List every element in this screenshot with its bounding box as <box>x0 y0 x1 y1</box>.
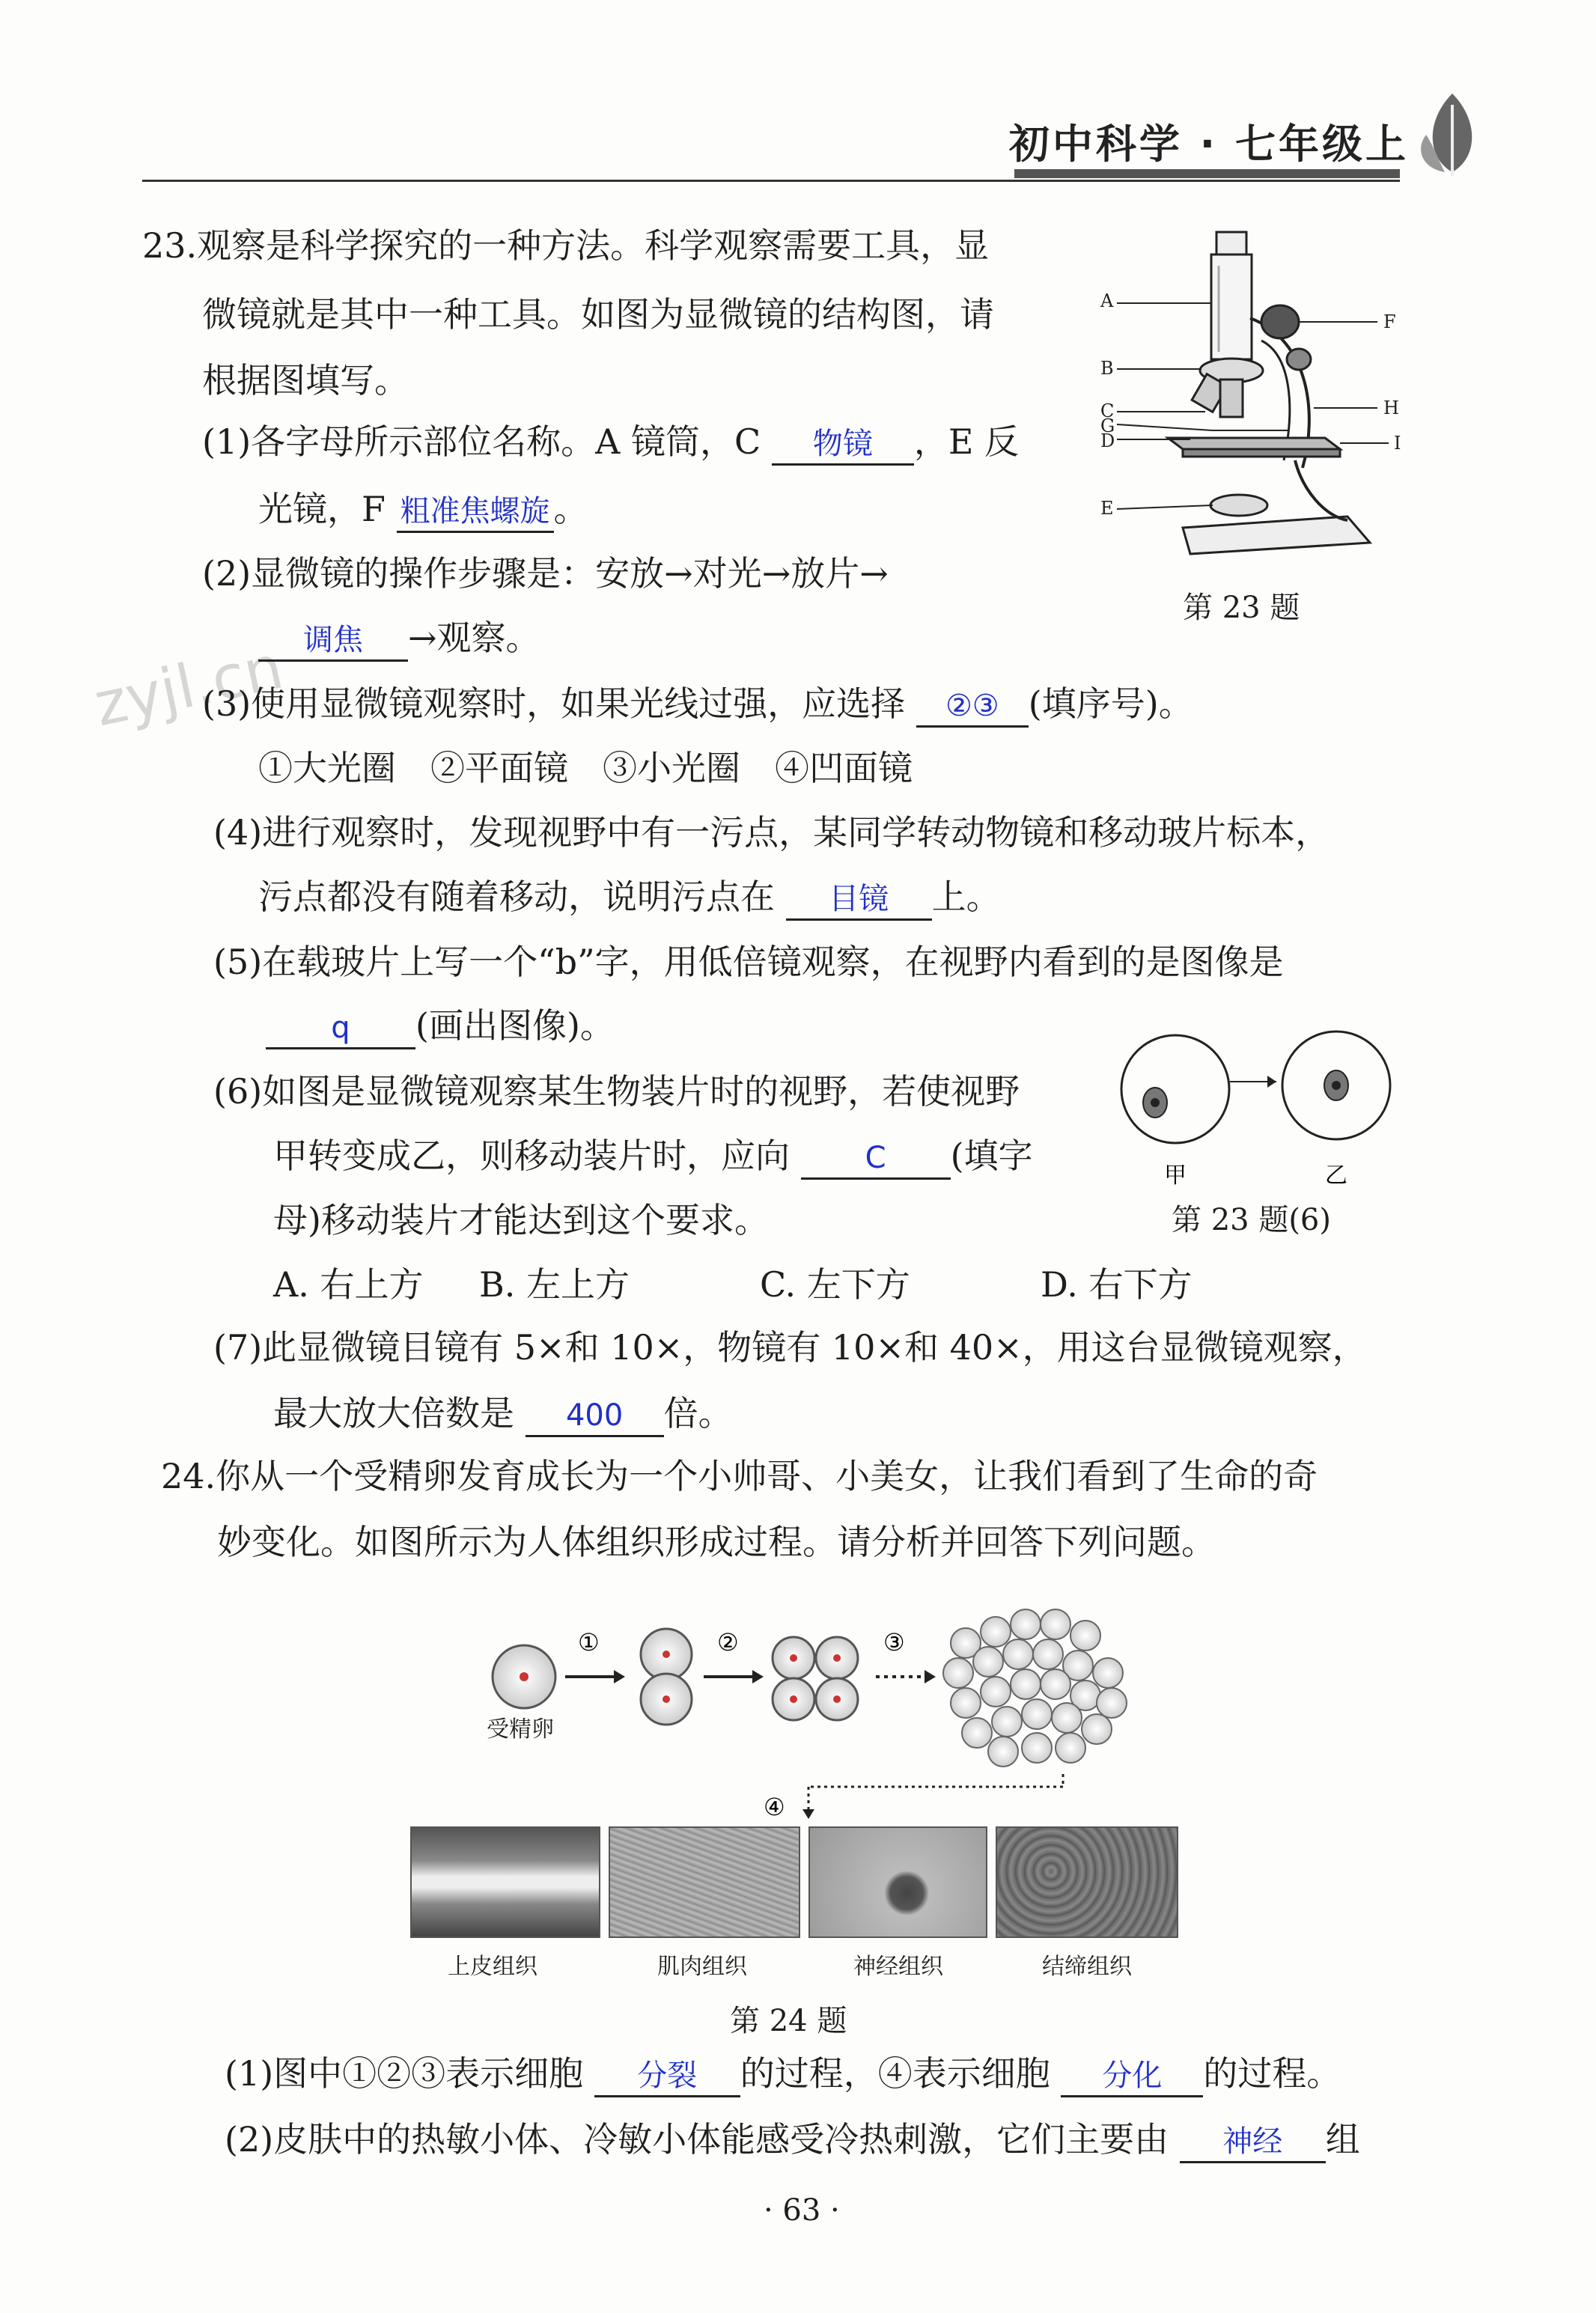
q24-p2-line <box>225 2117 1360 2163</box>
watermark: zyjl.cn <box>88 632 289 740</box>
q23-p7-end: 倍。 <box>663 1393 733 1433</box>
q23-p6-line3: 母)移动装片才能达到这个要求。 <box>273 1200 769 1240</box>
q23-p2-line2 <box>258 615 540 662</box>
label-e: E <box>1100 498 1114 519</box>
tissue-label-nervous: 神经组织 <box>853 1954 943 1980</box>
tissue-label-epithelial: 上皮组织 <box>448 1954 537 1980</box>
muscle-tissue-image <box>609 1826 800 1938</box>
q23-stem-1: 23.观察是科学探究的一种方法。科学观察需要工具，显 <box>142 225 990 266</box>
q23-p6-option-d: D. 右下方 <box>1041 1264 1193 1305</box>
q23-stem-2: 微镜就是其中一种工具。如图为显微镜的结构图，请 <box>202 294 994 335</box>
tissue-label-muscle: 肌肉组织 <box>657 1954 747 1980</box>
q23-p1-line2-prefix: 光镜，F <box>258 489 386 529</box>
q23-stem-3: 根据图填写。 <box>202 360 409 400</box>
q23-p6-option-b: B. 左上方 <box>479 1264 630 1305</box>
label-h: H <box>1383 397 1399 418</box>
label-yi: 乙 <box>1325 1162 1347 1186</box>
q23-p6-line1: (6)如图是显微镜观察某生物装片时的视野，若使视野 <box>213 1071 1020 1112</box>
q23-p1-end: 。 <box>553 489 588 529</box>
connective-tissue-image <box>996 1826 1178 1938</box>
q23-p6-option-c: C. 左下方 <box>760 1264 910 1305</box>
cell-division-diagram <box>479 1591 1153 1823</box>
q24-p1-line <box>225 2051 1341 2097</box>
q23-p6-line2 <box>273 1133 1033 1180</box>
q23-p4-line2 <box>258 874 1001 921</box>
label-jia: 甲 <box>1164 1162 1187 1186</box>
q24-p1-text: (1)图中①②③表示细胞 <box>225 2053 584 2094</box>
answer-p3-blank: ②③ <box>916 686 1029 728</box>
leaf-logo-icon <box>1411 90 1493 180</box>
header-title: 初中科学 · 七年级上 <box>1008 121 1409 168</box>
q23-p7-prefix: 最大放大倍数是 <box>273 1393 514 1433</box>
q23-p1-line2 <box>258 487 588 533</box>
tissue-label-connective: 结缔组织 <box>1042 1954 1132 1980</box>
q23-p5-line2 <box>266 1003 615 1049</box>
answer-f-blank: 粗准焦螺旋 <box>397 492 554 533</box>
label-d: D <box>1100 430 1115 451</box>
answer-p2-blank: 调焦 <box>258 621 408 662</box>
nervous-tissue-image <box>808 1826 987 1938</box>
q23-p1-prefix: (1)各字母所示部位名称。A 镜筒，C <box>202 421 761 462</box>
answer-p5-blank: q <box>266 1008 415 1049</box>
step-1-label: ① <box>578 1628 600 1657</box>
q24-p1-mid: 的过程，④表示细胞 <box>740 2053 1050 2094</box>
q24-p2-text: (2)皮肤中的热敏小体、冷敏小体能感受冷热刺激，它们主要由 <box>225 2119 1169 2160</box>
field-of-view-diagram <box>1119 1014 1404 1186</box>
label-b: B <box>1100 358 1114 379</box>
q23-p2-end: →观察。 <box>408 618 540 658</box>
q23-p1-mid: ，E 反 <box>913 421 1020 462</box>
page-number: · 63 · <box>764 2193 840 2228</box>
answer-q24-1b-blank: 分化 <box>1061 2056 1203 2097</box>
label-f: F <box>1383 311 1396 332</box>
answer-q24-1a-blank: 分裂 <box>594 2056 740 2097</box>
q23-p4-line1: (4)进行观察时，发现视野中有一污点，某同学转动物镜和移动玻片标本， <box>213 812 1330 853</box>
q24-stem-2: 妙变化。如图所示为人体组织形成过程。请分析并回答下列问题。 <box>217 1522 1216 1562</box>
q23-p3-options: ①大光圈 ②平面镜 ③小光圈 ④凹面镜 <box>258 748 913 788</box>
q24-stem-1: 24.你从一个受精卵发育成长为一个小帅哥、小美女，让我们看到了生命的奇 <box>161 1456 1318 1496</box>
step-4-label: ④ <box>764 1793 785 1821</box>
q23-p3-end: (填序号)。 <box>1028 683 1193 724</box>
label-c: C <box>1100 400 1115 421</box>
answer-p4-blank: 目镜 <box>786 880 932 921</box>
answer-p7-blank: 400 <box>526 1396 664 1437</box>
step-3-label: ③ <box>883 1628 905 1657</box>
fig24-caption: 第 24 题 <box>730 2004 847 2038</box>
q23-p6-option-a: A. 右上方 <box>273 1264 424 1305</box>
fig23-caption: 第 23 题 <box>1183 591 1300 625</box>
header-bar <box>1014 169 1400 178</box>
q24-p2-end: 组 <box>1325 2119 1360 2160</box>
egg-label: 受精卵 <box>487 1716 554 1743</box>
label-a: A <box>1100 290 1114 311</box>
label-g: G <box>1100 415 1115 436</box>
q23-p4-prefix: 污点都没有随着移动，说明污点在 <box>258 877 775 917</box>
label-i: I <box>1394 433 1401 454</box>
fig23-6-caption: 第 23 题(6) <box>1172 1203 1331 1237</box>
answer-p6-blank: C <box>801 1139 951 1180</box>
q23-p1-line1 <box>202 419 1019 466</box>
q23-p4-end: 上。 <box>931 877 1001 917</box>
answer-c-blank: 物镜 <box>772 424 914 466</box>
header-rule <box>142 180 1400 182</box>
q23-p3-line <box>202 681 1193 728</box>
microscope-diagram <box>1100 221 1415 565</box>
q23-p7-line2 <box>273 1391 733 1437</box>
q23-p6-prefix: 甲转变成乙，则移动装片时，应向 <box>273 1136 790 1176</box>
step-2-label: ② <box>717 1628 739 1657</box>
epithelial-tissue-image <box>410 1826 600 1938</box>
q23-p7-line1: (7)此显微镜目镜有 5×和 10×，物镜有 10×和 40×，用这台显微镜观察， <box>213 1327 1367 1368</box>
q24-p1-end: 的过程。 <box>1203 2053 1341 2094</box>
answer-q24-2-blank: 神经 <box>1180 2122 1326 2163</box>
q23-p2-line1: (2)显微镜的操作步骤是：安放→对光→放片→ <box>202 553 889 594</box>
q23-p5-line1: (5)在载玻片上写一个“b”字，用低倍镜观察，在视野内看到的是图像是 <box>213 942 1284 982</box>
q23-p3-text: (3)使用显微镜观察时，如果光线过强，应选择 <box>202 683 906 724</box>
q23-p5-end: (画出图像)。 <box>415 1005 615 1046</box>
q23-p6-end: (填字 <box>950 1136 1033 1176</box>
